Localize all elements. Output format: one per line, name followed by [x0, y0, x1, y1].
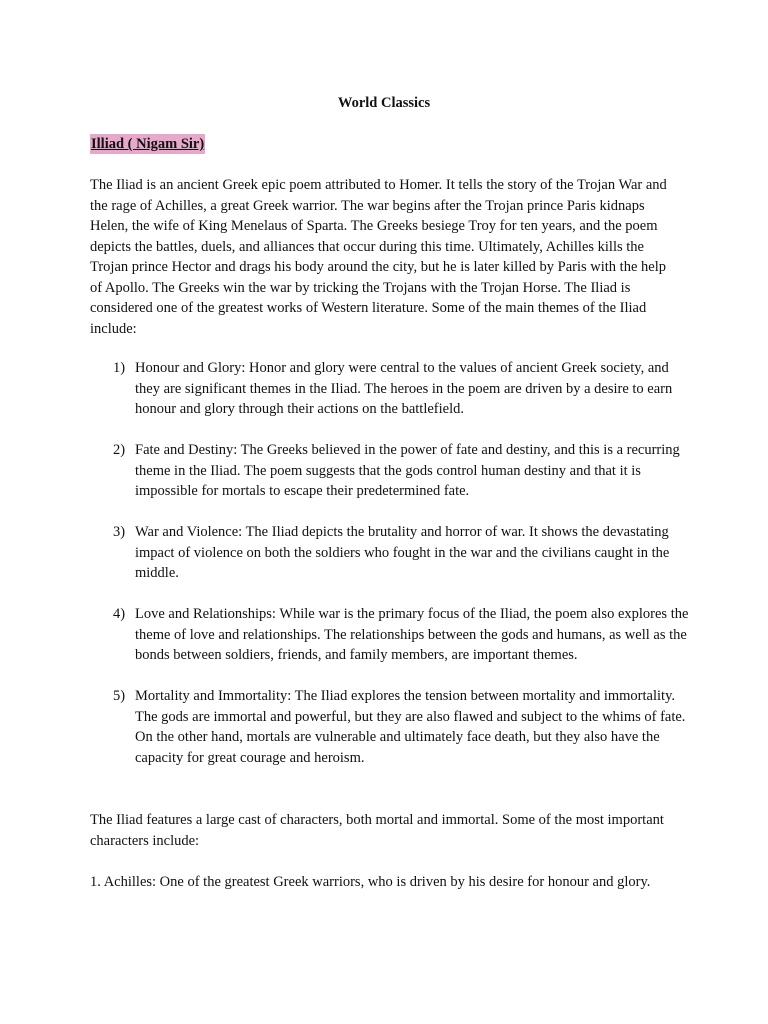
theme-item-mortality: [90, 686, 690, 768]
theme-item-fate: [90, 440, 690, 502]
theme-number: 5): [113, 688, 126, 704]
theme-text: Love and Relationships: While war is the primary focus of the Iliad, the poem also explores the theme of love and relationships. The relationships between the gods and humans, as well as the bonds between soldiers, friends, and family members, are important themes.: [135, 606, 689, 663]
theme-text: Fate and Destiny: The Greeks believed in the power of fate and destiny, and this is a recurring theme in the Iliad. The poem suggests that the gods control human destiny and that it is impossible for mortals to escape their predetermined fate.: [135, 442, 680, 499]
theme-text: Honour and Glory: Honor and glory were central to the values of ancient Greek society, and they are significant themes in the Iliad. The heroes in the poem are driven by a desire to earn honour and glory through their actions on the battlefield.: [135, 360, 673, 417]
theme-number: 2): [113, 442, 126, 458]
theme-item-honour: [90, 358, 690, 420]
theme-text: War and Violence: The Iliad depicts the brutality and horror of war. It shows the devastating impact of violence on both the soldiers who fought in the war and the civilians caught in the middle.: [135, 524, 670, 581]
theme-item-love: [90, 604, 690, 666]
character-item-achilles: 1. Achilles: One of the greatest Greek warriors, who is driven by his desire for honour and glory.: [90, 874, 651, 890]
section-heading: Illiad ( Nigam Sir): [91, 136, 205, 152]
theme-number: 3): [113, 524, 126, 540]
theme-text: Mortality and Immortality: The Iliad explores the tension between mortality and immortality. The gods are immortal and powerful, but they are also flawed and subject to the whims of fate. On the other hand, mortals are vulnerable and ultimately face death, but they also have the capacity for great courage and heroism.: [135, 688, 686, 766]
theme-item-war: [90, 522, 690, 584]
theme-number: 4): [113, 606, 126, 622]
theme-number: 1): [113, 360, 126, 376]
themes-list: [90, 358, 690, 789]
intro-paragraph: The Iliad is an ancient Greek epic poem attributed to Homer. It tells the story of the Trojan War and the rage of Achilles, a great Greek warrior. The war begins after the Trojan prince Paris kidnaps Helen, the wife of King Menelaus of Sparta. The Greeks besiege Troy for ten years, and the poem depicts the battles, duels, and alliances that occur during this time. Ultimately, Achilles kills the Trojan prince Hector and drags his body around the city, but he is later killed by Paris with the help of Apollo. The Greeks win the war by tricking the Trojans with the Trojan Horse. The Iliad is considered one of the greatest works of Western literature. Some of the main themes of the Iliad include:: [90, 177, 667, 337]
characters-intro-paragraph: The Iliad features a large cast of characters, both mortal and immortal. Some of the most important characters include:: [90, 812, 664, 849]
document-title: World Classics: [337, 95, 431, 111]
